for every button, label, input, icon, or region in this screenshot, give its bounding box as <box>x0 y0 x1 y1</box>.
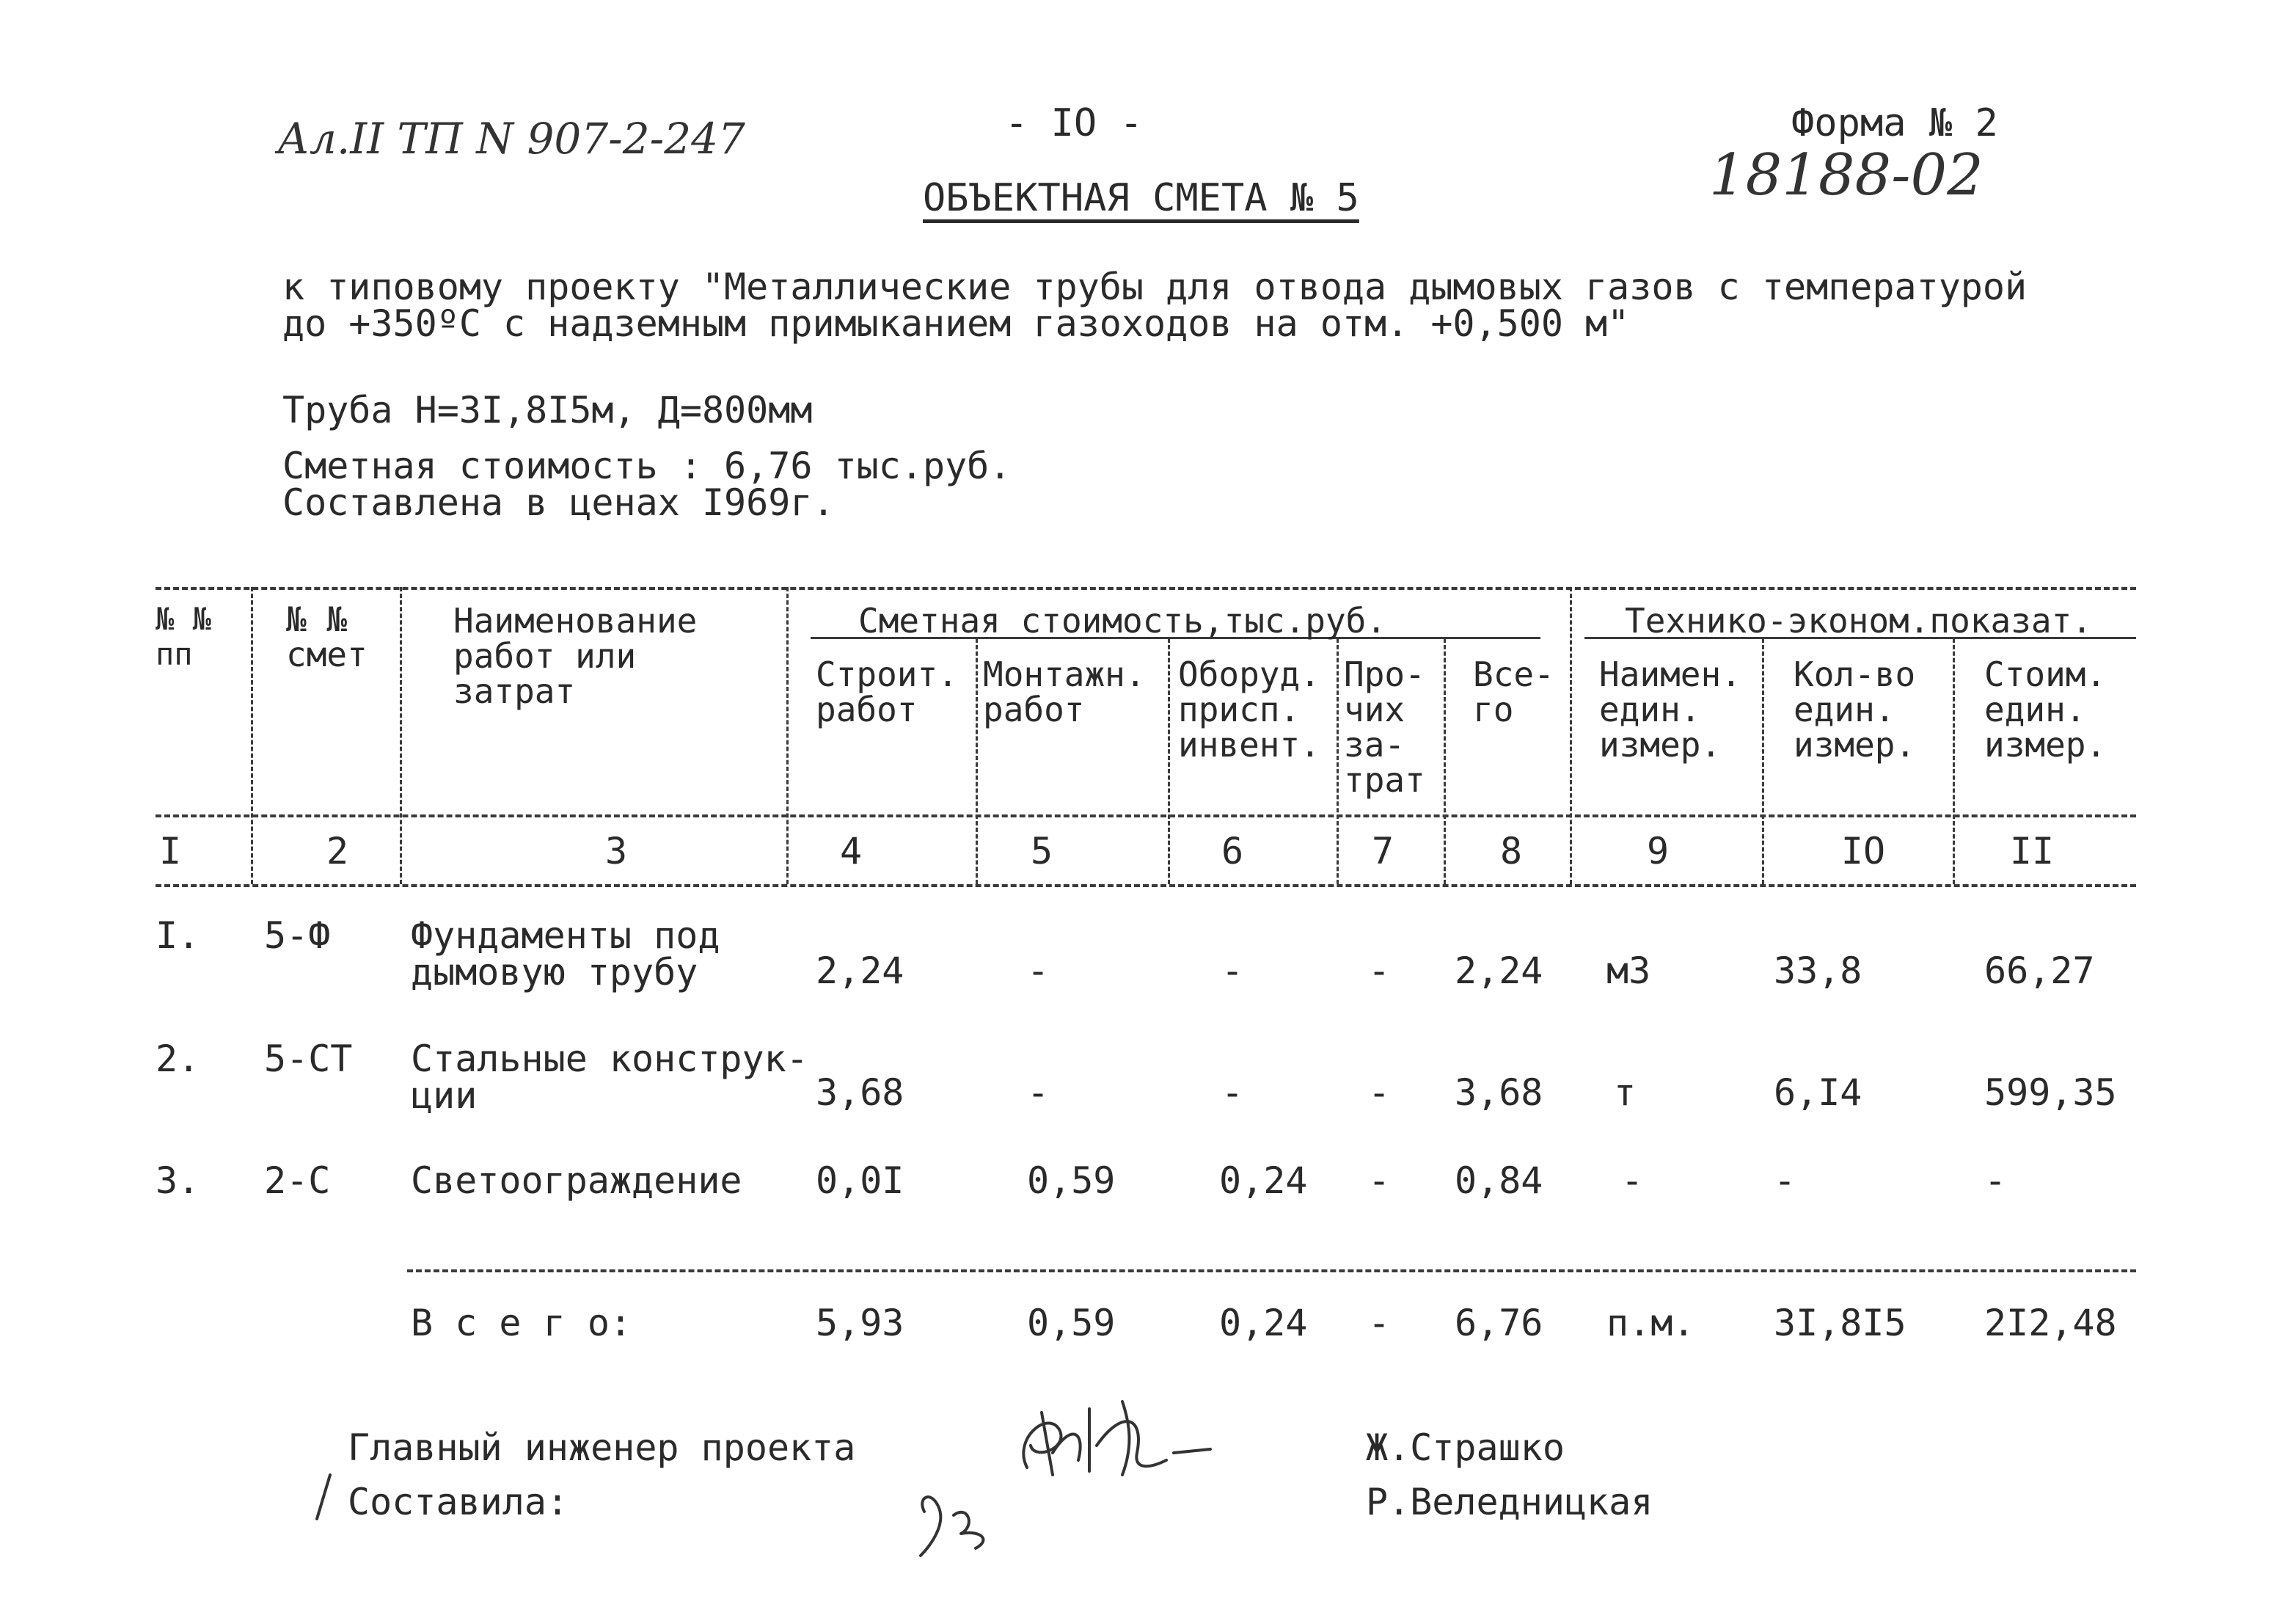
chief-engineer-label: Главный инженер проекта <box>348 1426 856 1469</box>
row-equipment: - <box>1221 949 1244 992</box>
total-quantity: 3I,8I5 <box>1774 1302 1906 1344</box>
total-label: В с е г о: <box>411 1302 632 1344</box>
compiled-by-label: Составила: <box>348 1481 569 1523</box>
header-unit-quantity: Кол-во един. измер. <box>1794 655 1916 765</box>
table-top-rule <box>156 587 2136 590</box>
total-unit: п.м. <box>1606 1302 1695 1344</box>
row-estimate: 2-С <box>264 1159 331 1202</box>
row-construction: 0,0I <box>816 1159 904 1202</box>
row-total: 2,24 <box>1455 949 1543 992</box>
handwritten-signature <box>902 1379 1240 1570</box>
col-separator <box>786 587 789 884</box>
row-unit-cost: - <box>1984 1159 2007 1202</box>
header-bottom-rule <box>156 814 2136 817</box>
total-sum: 6,76 <box>1455 1302 1543 1344</box>
row-construction: 3,68 <box>816 1071 904 1114</box>
col-number: I <box>158 830 182 872</box>
col-number: 5 <box>1030 830 1053 872</box>
col-number: II <box>2009 830 2055 872</box>
description-line-1: к типовому проекту "Металлические трубы для отвода дымовых газов с температурой <box>282 266 2028 308</box>
total-other: - <box>1368 1302 1391 1344</box>
col-separator <box>1762 638 1764 884</box>
row-total: 3,68 <box>1455 1071 1543 1114</box>
row-work-name: Стальные конструк- ции <box>411 1038 808 1117</box>
pipe-parameters: Труба Н=3I,8I5м, Д=800мм <box>282 389 813 431</box>
row-quantity: - <box>1774 1159 1796 1202</box>
row-unit: - <box>1621 1159 1644 1202</box>
header-other-costs: Про- чих за- трат <box>1344 655 1425 800</box>
row-construction: 2,24 <box>816 949 904 992</box>
row-work-name: Светоограждение <box>411 1159 742 1202</box>
form-label: Форма № 2 <box>1791 101 1998 145</box>
header-work-name: Наименование работ или затрат <box>453 601 698 711</box>
row-quantity: 6,I4 <box>1774 1071 1862 1114</box>
row-installation: - <box>1027 949 1050 992</box>
total-equipment: 0,24 <box>1219 1302 1308 1344</box>
row-estimate: 5-Ф <box>264 914 331 957</box>
price-base: Составлена в ценах I969г. <box>282 481 835 524</box>
col-separator <box>251 587 253 884</box>
description-line-2: до +350ºС с надземным примыканием газоходов на отм. +0,500 м" <box>282 302 1630 345</box>
col-separator <box>400 587 402 884</box>
chief-engineer-name: Ж.Страшко <box>1366 1426 1565 1469</box>
col-number: 8 <box>1499 830 1523 872</box>
row-equipment: - <box>1221 1071 1244 1114</box>
header-unit-cost: Стоим. един. измер. <box>1984 655 2107 765</box>
col-separator <box>1337 638 1339 884</box>
row-estimate: 5-СТ <box>264 1038 353 1080</box>
header-unit-name: Наимен. един. измер. <box>1599 655 1741 765</box>
row-quantity: 33,8 <box>1774 949 1862 992</box>
header-construction-works: Строит. работ <box>816 655 958 729</box>
row-other: - <box>1368 1071 1391 1114</box>
compiled-by-name: Р.Веледницкая <box>1366 1481 1653 1523</box>
estimated-cost: Сметная стоимость : 6,76 тыс.руб. <box>282 445 1012 487</box>
page-number: - IO - <box>1005 101 1143 145</box>
header-equipment: Оборуд. присп. инвент. <box>1178 655 1320 765</box>
pen-mark <box>308 1468 345 1534</box>
total-rule <box>407 1269 2136 1272</box>
total-installation: 0,59 <box>1027 1302 1116 1344</box>
col-separator <box>1953 638 1955 884</box>
col-separator <box>1570 587 1572 884</box>
header-installation-works: Монтажн. работ <box>983 655 1146 729</box>
row-unit: м3 <box>1606 949 1651 992</box>
header-cost-group: Сметная стоимость,тыс.руб. <box>858 601 1387 641</box>
header-tech-group: Технико-эконом.показат. <box>1625 601 2092 641</box>
document-title: ОБЪЕКТНАЯ СМЕТА № 5 <box>923 176 1359 220</box>
row-installation: - <box>1027 1071 1050 1114</box>
col-number: 7 <box>1371 830 1394 872</box>
total-unit-cost: 2I2,48 <box>1984 1302 2117 1344</box>
col-number: IO <box>1840 830 1886 872</box>
row-work-name: Фундаменты под дымовую трубу <box>411 914 720 994</box>
col-number: 9 <box>1646 830 1670 872</box>
col-separator <box>1168 638 1170 884</box>
document-code: 18188-02 <box>1709 142 1984 208</box>
row-unit-cost: 66,27 <box>1984 949 2095 992</box>
col-separator <box>976 638 978 884</box>
col-number: 6 <box>1221 830 1244 872</box>
row-number: 3. <box>156 1159 200 1202</box>
row-number: 2. <box>156 1038 200 1080</box>
header-item-number: № № пп <box>156 601 211 672</box>
col-separator <box>1444 638 1446 884</box>
col-number: 3 <box>604 830 628 872</box>
row-total: 0,84 <box>1455 1159 1543 1202</box>
row-other: - <box>1368 949 1391 992</box>
header-estimate-number: № № смет <box>286 599 368 674</box>
row-unit-cost: 599,35 <box>1984 1071 2117 1114</box>
total-construction: 5,93 <box>816 1302 904 1344</box>
row-equipment: 0,24 <box>1219 1159 1308 1202</box>
col-number: 4 <box>839 830 863 872</box>
row-unit: т <box>1614 1071 1637 1114</box>
archive-reference: Ал.II ТП N 907-2-247 <box>277 114 745 164</box>
header-total-cost: Все- го <box>1473 655 1554 729</box>
row-other: - <box>1368 1159 1391 1202</box>
colnum-bottom-rule <box>156 884 2136 887</box>
row-number: I. <box>156 914 200 957</box>
col-number: 2 <box>326 830 349 872</box>
row-installation: 0,59 <box>1027 1159 1116 1202</box>
